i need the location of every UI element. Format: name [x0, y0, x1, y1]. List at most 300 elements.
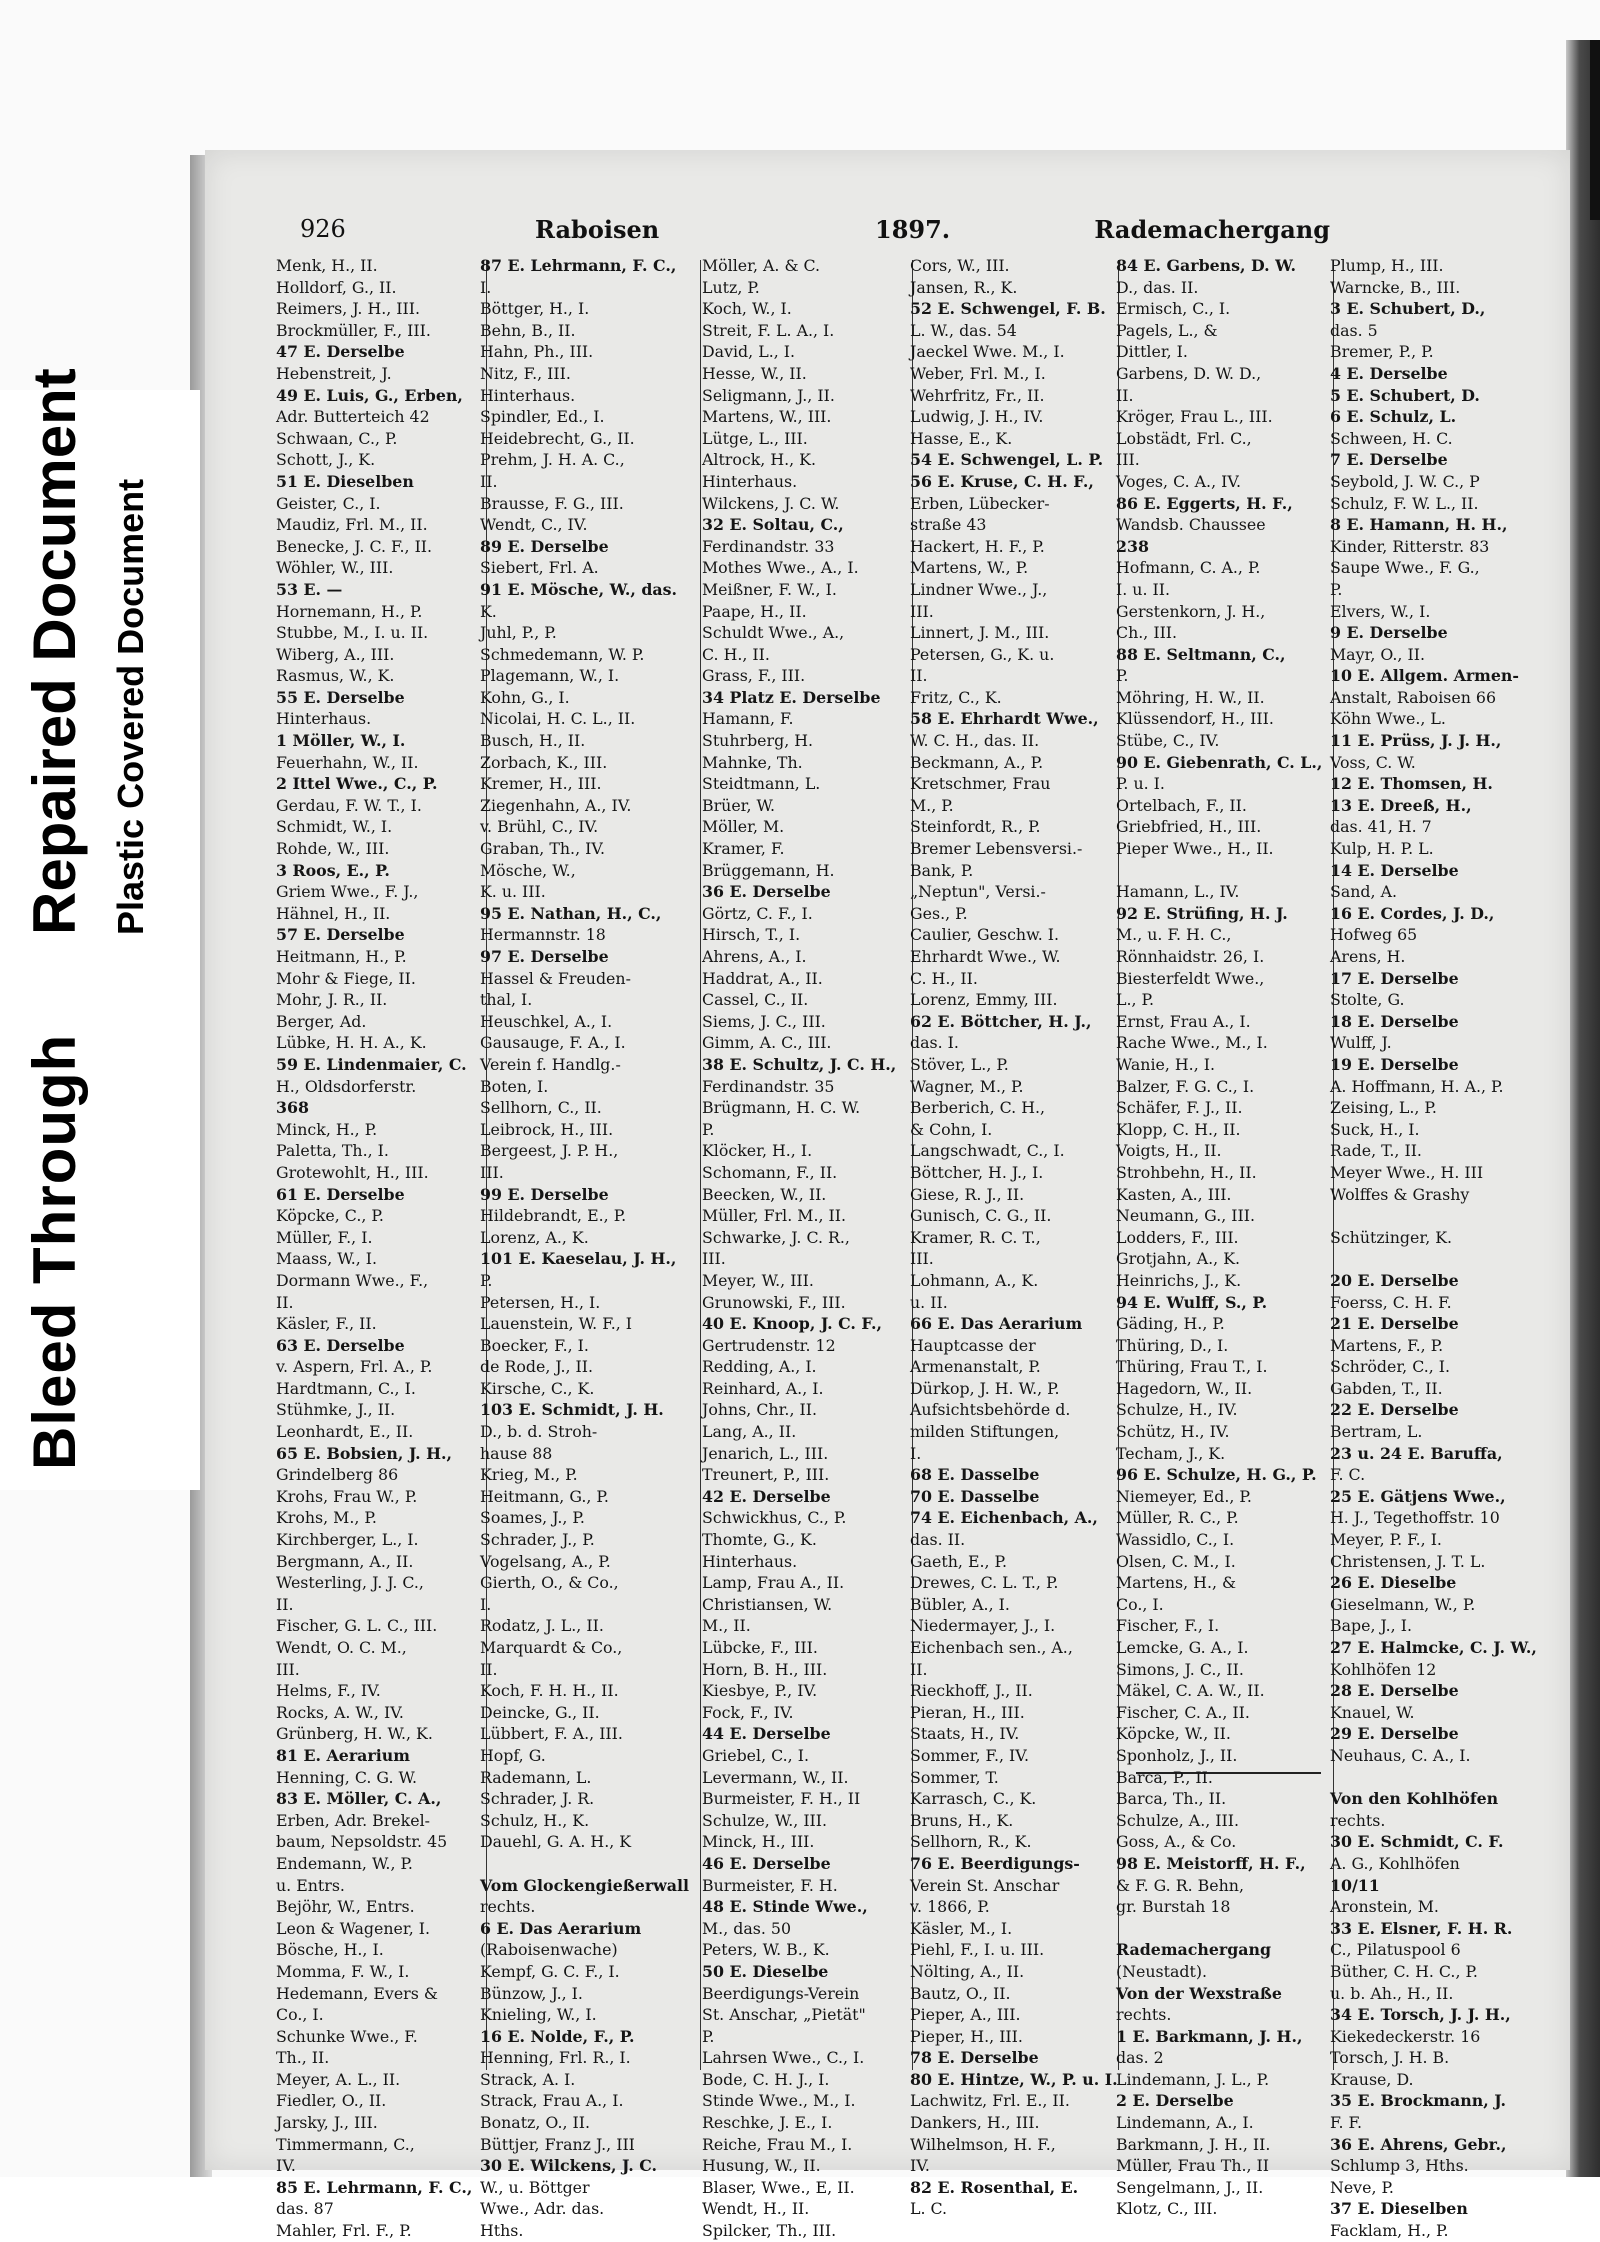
directory-entry-line: 92 E. Strüfing, H. J. — [1116, 903, 1288, 923]
directory-entry-line: Schrader, J. R. — [480, 1789, 595, 1809]
directory-entry-line: Knauel, W. — [1330, 1702, 1415, 1722]
directory-entry-line: Grunowski, F., III. — [702, 1292, 846, 1312]
directory-entry-line: „Neptun", Versi.- — [910, 882, 1046, 902]
directory-entry-line: Lindner Wwe., J., — [910, 579, 1048, 599]
directory-entry-line: Schulze, A., III. — [1116, 1810, 1239, 1830]
directory-entry-line: 22 E. Derselbe — [1330, 1400, 1459, 1420]
directory-entry-line: Sand, A. — [1330, 882, 1397, 902]
directory-entry-line: 25 E. Gätjens Wwe., — [1330, 1486, 1506, 1506]
directory-entry-line: 2 E. Derselbe — [1116, 2091, 1234, 2111]
directory-entry-line: Ernst, Frau A., I. — [1116, 1011, 1251, 1031]
directory-entry-line: Pieran, H., III. — [910, 1702, 1025, 1722]
directory-entry-line: 88 E. Seltmann, C., — [1116, 644, 1286, 664]
directory-entry-line: Fritz, C., K. — [910, 687, 1002, 707]
directory-entry-line: Lang, A., II. — [702, 1422, 797, 1442]
directory-entry-line: v. Brühl, C., IV. — [480, 817, 599, 837]
directory-entry-line: das. 2 — [1116, 2048, 1164, 2068]
directory-entry-line: Johns, Chr., II. — [702, 1400, 817, 1420]
directory-entry-line: Sommer, T. — [910, 1767, 999, 1787]
directory-entry-line: Linnert, J. M., III. — [910, 623, 1050, 643]
directory-entry-line: Schwaan, C., P. — [276, 428, 398, 448]
directory-entry-line: Barca, P., II. — [1116, 1767, 1213, 1787]
directory-entry-line: Krieg, M., P. — [480, 1465, 578, 1485]
directory-entry-line: Ferdinandstr. 35 — [702, 1076, 835, 1096]
directory-entry-line: Ch., III. — [1116, 623, 1178, 643]
directory-entry-line: Mohr & Fiege, II. — [276, 968, 416, 988]
directory-entry-line: Meyer Wwe., H. III — [1330, 1162, 1484, 1182]
directory-entry-line: Rademann, L. — [480, 1767, 592, 1787]
directory-entry-line: 74 E. Eichenbach, A., — [910, 1508, 1098, 1528]
directory-entry-line: 2 Ittel Wwe., C., P. — [276, 774, 438, 794]
directory-entry-line: 66 E. Das Aerarium — [910, 1314, 1083, 1334]
directory-entry-line: II. — [276, 1292, 294, 1312]
directory-entry-line: Leon & Wagener, I. — [276, 1918, 431, 1938]
directory-entry-line: Hinterhaus. — [702, 471, 798, 491]
directory-entry-line: Hasse, E., K. — [910, 428, 1013, 448]
directory-entry-line: Aufsichtsbehörde d. — [910, 1400, 1071, 1420]
directory-entry-line: Dürkop, J. H. W., P. — [910, 1378, 1060, 1398]
directory-entry-line: 36 E. Derselbe — [702, 882, 831, 902]
directory-entry-line: Westerling, J. J. C., — [276, 1573, 424, 1593]
directory-entry-line: IV. — [276, 2156, 296, 2176]
directory-entry-line: Barca, Th., II. — [1116, 1789, 1227, 1809]
directory-entry-line: hause 88 — [480, 1443, 553, 1463]
directory-entry-line: 27 E. Halmcke, C. J. W., — [1330, 1638, 1537, 1657]
directory-entry-line: Meyer, P. F., I. — [1330, 1530, 1442, 1550]
directory-entry-line: Heuschkel, A., I. — [480, 1011, 613, 1031]
directory-entry-line: Soames, J., P. — [480, 1508, 585, 1528]
directory-entry-line: 54 E. Schwengel, L. P. — [910, 450, 1104, 470]
directory-entry-line: Mohr, J. R., II. — [276, 990, 388, 1010]
directory-entry-line: 37 E. Dieselben — [1330, 2199, 1468, 2219]
directory-entry-line: Th., II. — [276, 2048, 330, 2068]
directory-entry-line: Martens, W., III. — [702, 407, 832, 427]
directory-entry-line: das. 5 — [1330, 320, 1378, 340]
directory-entry-line: Griebel, C., I. — [702, 1745, 809, 1765]
directory-entry-line: Schott, J., K. — [276, 450, 376, 470]
directory-entry-line: Müller, Frau Th., II — [1116, 2156, 1270, 2176]
directory-entry-line: Bode, C. H. J., I. — [702, 2069, 830, 2089]
directory-entry-line: Kohn, G., I. — [480, 687, 570, 707]
directory-entry-line: Bank, P. — [910, 860, 974, 880]
directory-entry-line: 78 E. Derselbe — [910, 2048, 1039, 2068]
directory-entry-line: Mahler, Frl. F., P. — [276, 2221, 412, 2241]
directory-entry-line: 63 E. Derselbe — [276, 1335, 405, 1355]
directory-entry-line: Lutz, P. — [702, 277, 760, 297]
directory-entry-line: Schunke Wwe., F. — [276, 2026, 418, 2046]
directory-entry-line: Lindemann, A., I. — [1116, 2113, 1254, 2133]
directory-entry-line: Geister, C., I. — [276, 493, 381, 513]
directory-entry-line: Redding, A., I. — [702, 1357, 817, 1377]
directory-entry-line: 34 E. Torsch, J. J. H., — [1330, 2005, 1511, 2025]
directory-entry-line: Graban, Th., IV. — [480, 839, 606, 859]
directory-entry-line: Schützinger, K. — [1330, 1227, 1453, 1247]
directory-entry-line: Hopf, G. — [480, 1745, 546, 1765]
directory-entry-line: Klotz, C., III. — [1116, 2199, 1218, 2219]
directory-entry-line: Reinhard, A., I. — [702, 1378, 824, 1398]
directory-entry-line: das. I. — [910, 1033, 959, 1053]
directory-entry-line: rechts. — [1330, 1810, 1386, 1830]
directory-entry-line: Cassel, C., II. — [702, 990, 809, 1010]
directory-entry-line: Boten, I. — [480, 1076, 549, 1096]
directory-entry-line: 44 E. Derselbe — [702, 1724, 831, 1744]
directory-entry-line: Stübe, C., IV. — [1116, 731, 1220, 751]
directory-entry-line: Müller, Frl. M., II. — [702, 1206, 847, 1226]
directory-entry-line: Käsler, M., I. — [910, 1918, 1013, 1938]
directory-entry-line: C. H., II. — [910, 968, 978, 988]
directory-entry-line: Klüssendorf, H., III. — [1116, 709, 1274, 729]
directory-entry-line: Beecken, W., II. — [702, 1184, 827, 1204]
directory-entry-line: 35 E. Brockmann, J. — [1330, 2091, 1506, 2111]
directory-entry-line: Lübcke, F., III. — [702, 1638, 818, 1657]
directory-entry-line: Adr. Butterteich 42 — [276, 407, 430, 427]
directory-entry-line: Gierth, O., & Co., — [480, 1573, 619, 1593]
directory-entry-line: Steidtmann, L. — [702, 774, 821, 794]
directory-entry-line: Treunert, P., III. — [702, 1465, 830, 1485]
directory-entry-line: W., u. Böttger — [480, 2177, 590, 2197]
directory-entry-line: 87 E. Lehrmann, F. C., — [480, 256, 677, 275]
directory-entry-line: A. G., Kohlhöfen — [1330, 1853, 1460, 1873]
directory-entry-line: 4 E. Derselbe — [1330, 363, 1448, 383]
directory-entry-line: 70 E. Dasselbe — [910, 1486, 1040, 1506]
directory-entry-line: milden Stiftungen, — [910, 1422, 1060, 1442]
directory-entry-line: Brüggemann, H. — [702, 860, 835, 880]
directory-entry-line: Verein f. Handlg.- — [480, 1054, 621, 1074]
directory-entry-line: Neuhaus, C. A., I. — [1330, 1745, 1471, 1765]
directory-entry-line: v. 1866, P. — [910, 1897, 990, 1917]
directory-entry-line: P. — [1116, 666, 1129, 686]
directory-entry-line: Lemcke, G. A., I. — [1116, 1638, 1249, 1657]
directory-entry-line: & F. G. R. Behn, — [1116, 1875, 1244, 1895]
directory-entry-line — [1330, 1205, 1558, 1227]
directory-entry-line: 80 E. Hintze, W., P. u. I. — [910, 2069, 1118, 2089]
directory-entry-line: Henning, Frl. R., I. — [480, 2048, 631, 2068]
directory-entry-line: Eichenbach sen., A., — [910, 1638, 1073, 1657]
directory-entry-line: 6 E. Schulz, L. — [1330, 407, 1457, 427]
directory-entry-line: Armenanstalt, P. — [910, 1357, 1041, 1377]
directory-entry-line: Christensen, J. T. L. — [1330, 1551, 1486, 1571]
directory-entry-line: Bape, J., I. — [1330, 1616, 1412, 1636]
directory-entry-line: Heitmann, G., P. — [480, 1486, 609, 1506]
directory-entry-line: Heidebrecht, G., II. — [480, 428, 635, 448]
directory-entry-line: III. — [910, 1249, 934, 1269]
directory-entry-line: Paletta, Th., I. — [276, 1141, 389, 1161]
directory-entry-line: Brausse, F. G., III. — [480, 493, 624, 513]
directory-column-4 — [910, 255, 1118, 2219]
directory-entry-line: 59 E. Lindenmaier, C. — [276, 1054, 467, 1074]
page-number: 926 — [300, 215, 346, 243]
directory-entry-line: Meyer, W., III. — [702, 1270, 814, 1290]
directory-entry-line: Schwarke, J. C. R., — [702, 1227, 850, 1247]
directory-entry-line: 51 E. Dieselben — [276, 471, 414, 491]
directory-entry-line: D., das. II. — [1116, 277, 1199, 297]
directory-entry-line: Behn, B., II. — [480, 320, 576, 340]
directory-entry-line: Dankers, H., III. — [910, 2113, 1040, 2133]
directory-entry-line: Hedemann, Evers & — [276, 1983, 438, 2003]
directory-entry-line: Schlump 3, Hths. — [1330, 2156, 1469, 2176]
directory-entry-line: Seligmann, J., II. — [702, 385, 835, 405]
directory-entry-line: Dauehl, G. A. H., K — [480, 1832, 632, 1852]
directory-entry-line: Gabden, T., II. — [1330, 1378, 1443, 1398]
directory-entry-line: Holldorf, G., II. — [276, 277, 397, 297]
directory-entry-line: Martens, F., P. — [1330, 1335, 1444, 1355]
directory-entry-line: Stühmke, J., II. — [276, 1400, 396, 1420]
directory-entry-line: Warncke, B., III. — [1330, 277, 1461, 297]
directory-entry-line: II. — [276, 1594, 294, 1614]
directory-entry-line: 34 Platz E. Derselbe — [702, 687, 881, 707]
directory-entry-line: Rasmus, W., K. — [276, 666, 395, 686]
directory-entry-line: Horn, B. H., III. — [702, 1659, 828, 1679]
directory-entry-line: Steinfordt, R., P. — [910, 817, 1041, 837]
directory-entry-line: 96 E. Schulze, H. G., P. — [1116, 1465, 1317, 1485]
directory-entry-line: Simons, J. C., II. — [1116, 1659, 1244, 1679]
directory-entry-line: Reiche, Frau M., I. — [702, 2134, 853, 2154]
directory-entry-line: Voigts, H., II. — [1116, 1141, 1222, 1161]
directory-entry-line: Sengelmann, J., II. — [1116, 2177, 1264, 2197]
directory-entry-line: Foerss, C. H. F. — [1330, 1292, 1452, 1312]
directory-column-6 — [1330, 255, 1558, 2241]
directory-entry-line: Knieling, W., I. — [480, 2005, 597, 2025]
directory-entry-line: Kohlhöfen 12 — [1330, 1659, 1437, 1679]
directory-entry-line: straße 43 — [910, 515, 987, 535]
directory-entry-line: Strack, Frau A., I. — [480, 2091, 624, 2111]
directory-entry-line: Strack, A. I. — [480, 2069, 576, 2089]
directory-entry-line: Brüer, W. — [702, 795, 776, 815]
directory-entry-line: C. H., II. — [702, 644, 770, 664]
directory-entry-line: Zeising, L., P. — [1330, 1098, 1437, 1118]
directory-entry-line: Wulff, J. — [1330, 1033, 1392, 1053]
directory-entry-line: Köpcke, W., II. — [1116, 1724, 1231, 1744]
directory-entry-line: 16 E. Nolde, F., P. — [480, 2026, 635, 2046]
directory-entry-line: Gausauge, F. A., I. — [480, 1033, 626, 1053]
directory-entry-line: u. Entrs. — [276, 1875, 345, 1895]
directory-entry-line: 1 E. Barkmann, J. H., — [1116, 2026, 1303, 2046]
directory-entry-line: Wiberg, A., III. — [276, 644, 395, 664]
directory-entry-line: III. — [276, 1659, 300, 1679]
directory-entry-line: Leonhardt, E., II. — [276, 1422, 414, 1442]
directory-entry-line: 57 E. Derselbe — [276, 925, 405, 945]
directory-entry-line: Cors, W., III. — [910, 256, 1010, 275]
directory-entry-line: Pieper Wwe., H., II. — [1116, 839, 1274, 859]
directory-entry-line: Stöver, L., P. — [910, 1054, 1009, 1074]
directory-entry-line: Hildebrandt, E., P. — [480, 1206, 627, 1226]
left-street-heading: Raboisen — [535, 215, 660, 244]
directory-entry-line: 11 E. Prüss, J. J. H., — [1330, 731, 1502, 751]
directory-entry-line: v. Aspern, Frl. A., P. — [276, 1357, 433, 1377]
directory-entry-line: 1 Möller, W., I. — [276, 731, 406, 751]
directory-entry-line: Krause, D. — [1330, 2069, 1414, 2089]
directory-entry-line: W. C. H., das. II. — [910, 731, 1040, 751]
directory-entry-line: Kretschmer, Frau — [910, 774, 1051, 794]
directory-entry-line: Martens, W., P. — [910, 558, 1029, 578]
directory-entry-line: Thüring, D., I. — [1116, 1335, 1229, 1355]
directory-entry-line: Mösche, W., — [480, 860, 576, 880]
directory-entry-line: 103 E. Schmidt, J. H. — [480, 1400, 664, 1420]
directory-entry-line: D., b. d. Stroh- — [480, 1422, 598, 1442]
directory-entry-line: Gerstenkorn, J. H., — [1116, 601, 1266, 621]
directory-entry-line: Elvers, W., I. — [1330, 601, 1431, 621]
directory-entry-line: Krohs, M., P. — [276, 1508, 377, 1528]
directory-entry-line: Ges., P. — [910, 903, 968, 923]
directory-entry-line: Vom Glockengießerwall — [480, 1875, 689, 1895]
directory-entry-line: Wassidlo, C., I. — [1116, 1530, 1235, 1550]
directory-entry-line: Hahn, Ph., III. — [480, 342, 594, 362]
directory-column-1 — [276, 255, 486, 2241]
directory-entry-line: Bautz, O., II. — [910, 1983, 1011, 2003]
directory-entry-line: Jenarich, L., III. — [702, 1443, 829, 1463]
directory-entry-line: C., Pilatuspool 6 — [1330, 1940, 1461, 1960]
directory-entry-line: III. — [480, 1162, 504, 1182]
directory-entry-line: Neumann, G., III. — [1116, 1206, 1255, 1226]
directory-entry-line: Co., I. — [1116, 1594, 1164, 1614]
directory-entry-line: 29 E. Derselbe — [1330, 1724, 1459, 1744]
directory-entry-line: Bruns, H., K. — [910, 1810, 1014, 1830]
directory-entry-line: 9 E. Derselbe — [1330, 623, 1448, 643]
directory-entry-line: Wagner, M., P. — [910, 1076, 1024, 1096]
directory-entry-line: 50 E. Dieselbe — [702, 1961, 829, 1981]
directory-entry-line: gr. Burstah 18 — [1116, 1897, 1231, 1917]
directory-entry-line: Rodatz, J. L., II. — [480, 1616, 604, 1636]
directory-entry-line: Rocks, A. W., IV. — [276, 1702, 404, 1722]
directory-entry-line: Köpcke, C., P. — [276, 1206, 384, 1226]
directory-entry-line: P. — [480, 1270, 493, 1290]
scanner-edge-bar — [1590, 40, 1600, 220]
directory-entry-line: L., P. — [1116, 990, 1155, 1010]
directory-entry-line: Sellhorn, R., K. — [910, 1832, 1032, 1852]
directory-entry-line: Lütge, L., III. — [702, 428, 808, 448]
directory-entry-line: 21 E. Derselbe — [1330, 1314, 1459, 1334]
directory-entry-line: Drewes, C. L. T., P. — [910, 1573, 1059, 1593]
directory-entry-line: Hackert, H. F., P. — [910, 536, 1045, 556]
directory-entry-line: Müller, R. C., P. — [1116, 1508, 1239, 1528]
directory-entry-line: Kirchberger, L., I. — [276, 1530, 419, 1550]
directory-entry-line: 28 E. Derselbe — [1330, 1681, 1459, 1701]
directory-entry-line: (Raboisenwache) — [480, 1940, 618, 1960]
directory-entry-line: Dormann Wwe., F., — [276, 1270, 429, 1290]
directory-entry-line: Leibrock, H., III. — [480, 1119, 614, 1139]
directory-entry-line: Anstalt, Raboisen 66 — [1330, 687, 1496, 707]
directory-entry-line: (Neustadt). — [1116, 1961, 1208, 1981]
directory-entry-line: Techam, J., K. — [1116, 1443, 1226, 1463]
directory-entry-line: Pieper, A., III. — [910, 2005, 1021, 2025]
directory-entry-line: das. 87 — [276, 2199, 334, 2219]
directory-entry-line: Spilcker, Th., III. — [702, 2221, 837, 2241]
directory-entry-line: Kramer, R. C. T., — [910, 1227, 1041, 1247]
directory-column-3 — [702, 255, 914, 2241]
directory-column-2 — [480, 255, 695, 2241]
directory-entry-line: K. u. III. — [480, 882, 546, 902]
directory-entry-line: L. W., das. 54 — [910, 320, 1017, 340]
directory-entry-line: H. J., Tegethoffstr. 10 — [1330, 1508, 1500, 1528]
directory-entry-line: 82 E. Rosenthal, E. — [910, 2177, 1079, 2197]
directory-entry-line: M., u. F. H. C., — [1116, 925, 1232, 945]
directory-entry-line: I. — [910, 1443, 922, 1463]
directory-entry-line: Möller, M. — [702, 817, 785, 837]
directory-entry-line: Wwe., Adr. das. — [480, 2199, 605, 2219]
directory-column-5 — [1116, 255, 1330, 2219]
directory-entry-line: Staats, H., IV. — [910, 1724, 1020, 1744]
directory-entry-line: 52 E. Schwengel, F. B. — [910, 299, 1106, 319]
directory-entry-line: Gertrudenstr. 12 — [702, 1335, 836, 1355]
directory-entry-line: M., das. 50 — [702, 1918, 792, 1938]
directory-entry-line: Helms, F., IV. — [276, 1681, 381, 1701]
directory-entry-line: Giese, R. J., II. — [910, 1184, 1025, 1204]
directory-entry-line: Grass, F., III. — [702, 666, 806, 686]
directory-entry-line: Koch, F. H. H., II. — [480, 1681, 619, 1701]
directory-entry-line: Dittler, I. — [1116, 342, 1188, 362]
directory-entry-line: Mayr, O., II. — [1330, 644, 1425, 664]
directory-entry-line: Schwickhus, C., P. — [702, 1508, 847, 1528]
column-rule — [700, 260, 701, 2070]
directory-entry-line: Bergmann, A., II. — [276, 1551, 414, 1571]
directory-entry-line: Rache Wwe., M., I. — [1116, 1033, 1268, 1053]
directory-entry-line: 3 Roos, E., P. — [276, 860, 390, 880]
directory-entry-line: Lodders, F., III. — [1116, 1227, 1239, 1247]
directory-entry-line: Stubbe, M., I. u. II. — [276, 623, 429, 643]
directory-entry-line: Hinterhaus. — [702, 1551, 798, 1571]
directory-entry-line: Schröder, C., I. — [1330, 1357, 1451, 1377]
directory-entry-line: 91 E. Mösche, W., das. — [480, 579, 678, 599]
directory-entry-line: 12 E. Thomsen, H. — [1330, 774, 1493, 794]
directory-entry-line: Hths. — [480, 2221, 524, 2241]
directory-entry-line: 90 E. Giebenrath, C. L., — [1116, 752, 1323, 772]
directory-entry-line: Kirsche, C., K. — [480, 1378, 595, 1398]
directory-entry-line: Schomann, F., II. — [702, 1162, 838, 1182]
directory-entry-line: Hebenstreit, J. — [276, 363, 392, 383]
directory-entry-line: Kiekedeckerstr. 16 — [1330, 2026, 1481, 2046]
directory-entry-line: 16 E. Cordes, J. D., — [1330, 903, 1495, 923]
directory-entry-line: Grotjahn, A., K. — [1116, 1249, 1241, 1269]
directory-entry-line: 62 E. Böttcher, H. J., — [910, 1011, 1092, 1031]
directory-entry-line: Fischer, F., I. — [1116, 1616, 1220, 1636]
directory-entry-line: Busch, H., II. — [480, 731, 586, 751]
directory-entry-line: Bübler, A., I. — [910, 1594, 1010, 1614]
directory-entry-line: Siebert, Frl. A. — [480, 558, 599, 578]
directory-entry-line: Gimm, A. C., III. — [702, 1033, 832, 1053]
directory-entry-line: Ahrens, A., I. — [702, 947, 807, 966]
directory-entry-line: Fiedler, O., II. — [276, 2091, 387, 2111]
directory-entry-line: II. — [480, 1659, 498, 1679]
directory-entry-line: Caulier, Geschw. I. — [910, 925, 1060, 945]
directory-entry-line: Bösche, H., I. — [276, 1940, 384, 1960]
directory-entry-line: 83 E. Möller, C. A., — [276, 1789, 442, 1809]
directory-entry-line: Schulze, W., III. — [702, 1810, 828, 1830]
directory-entry-line: K. — [480, 601, 497, 621]
directory-entry-line: Nitz, F., III. — [480, 363, 571, 383]
directory-entry-line: Wehrfritz, Fr., II. — [910, 385, 1045, 405]
directory-entry-line: 20 E. Derselbe — [1330, 1270, 1459, 1290]
directory-entry-line: Gieselmann, W., P. — [1330, 1594, 1476, 1614]
directory-entry-line: Kröger, Frau L., III. — [1116, 407, 1273, 427]
directory-entry-line: Rade, T., II. — [1330, 1141, 1422, 1161]
directory-entry-line: Wöhler, W., III. — [276, 558, 394, 578]
directory-entry-line: Gäding, H., P. — [1116, 1314, 1225, 1334]
directory-entry-line: Burmeister, F. H., II — [702, 1789, 861, 1809]
directory-entry-line: Lobstädt, Frl. C., — [1116, 428, 1252, 448]
directory-entry-line: Facklam, H., P. — [1330, 2221, 1449, 2241]
directory-entry-line: 55 E. Derselbe — [276, 687, 405, 707]
directory-entry-line: Koch, W., I. — [702, 299, 792, 319]
directory-entry-line: 10/11 — [1330, 1875, 1380, 1895]
directory-entry-line: Beckmann, A., P. — [910, 752, 1044, 772]
directory-entry-line: Bejöhr, W., Entrs. — [276, 1897, 415, 1917]
directory-entry-line: Lahrsen Wwe., C., I. — [702, 2048, 865, 2068]
directory-entry-line: Hornemann, H., P. — [276, 601, 423, 621]
directory-entry-line: Marquardt & Co., — [480, 1638, 623, 1657]
directory-entry-line: Wilhelmson, H. F., — [910, 2134, 1056, 2154]
directory-entry-line: Reimers, J. H., III. — [276, 299, 421, 319]
directory-entry-line: Zorbach, K., III. — [480, 752, 608, 772]
